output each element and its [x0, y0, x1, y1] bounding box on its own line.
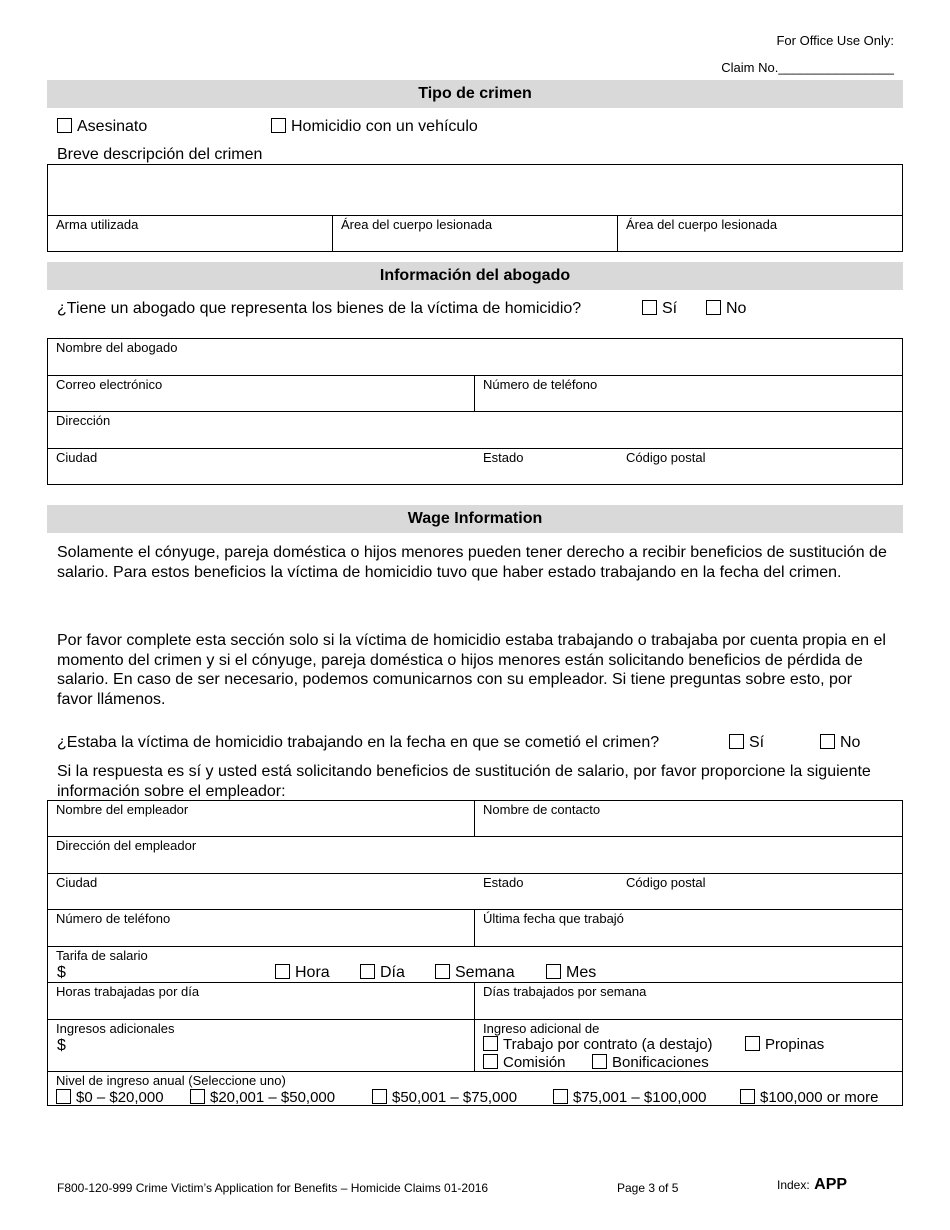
checkbox-icon[interactable] — [483, 1036, 498, 1051]
option-label: $0 – $20,000 — [76, 1089, 164, 1106]
days-per-week-label: Días trabajados por semana — [483, 984, 647, 999]
last-work-date-label: Última fecha que trabajó — [483, 911, 624, 926]
divider — [474, 982, 475, 1071]
crime-description-input[interactable] — [48, 165, 902, 214]
working-question: ¿Estaba la víctima de homicidio trabajando en la fecha en que se cometió el crimen? — [57, 734, 660, 751]
divider — [474, 909, 475, 946]
checkbox-icon[interactable] — [729, 734, 744, 749]
checkbox-icon[interactable] — [642, 300, 657, 315]
employer-name-label: Nombre del empleador — [56, 802, 189, 817]
option-label: Asesinato — [77, 118, 148, 135]
divider — [474, 375, 475, 411]
option-label: Hora — [295, 964, 330, 981]
checkbox-icon[interactable] — [820, 734, 835, 749]
piecework-option[interactable] — [483, 1036, 713, 1053]
extra-income-label: Ingresos adicionales — [56, 1021, 175, 1036]
checkbox-icon[interactable] — [271, 118, 286, 133]
checkbox-icon[interactable] — [483, 1054, 498, 1069]
bonuses-option[interactable] — [592, 1054, 709, 1071]
commission-option[interactable] — [483, 1054, 566, 1071]
tips-option[interactable] — [745, 1036, 824, 1053]
body-area-label-1: Área del cuerpo lesionada — [341, 217, 493, 232]
option-label: No — [726, 300, 747, 317]
checkbox-icon[interactable] — [56, 1089, 71, 1104]
employer-phone-label: Número de teléfono — [56, 911, 171, 926]
divider — [47, 411, 903, 412]
wage-instructions-paragraph: Por favor complete esta sección solo si la víctima de homicidio estaba trabajando o trabajaba por cuenta propia en el momento del crimen y si el cónyuge, pareja doméstica o hijos menores están solicitando beneficios de pérdida de salario. En caso de ser necesario, podemos comunicarnos con su empleador. Si tiene preguntas sobre esto, por favor llámenos. — [57, 632, 886, 708]
crime-type-header: Tipo de crimen — [47, 80, 903, 108]
checkbox-icon[interactable] — [275, 964, 290, 979]
divider — [617, 215, 618, 252]
attorney-no-option[interactable] — [706, 300, 746, 318]
crime-description-label: Breve descripción del crimen — [57, 146, 263, 163]
divider — [474, 800, 475, 836]
office-use-label: For Office Use Only: — [776, 33, 894, 48]
divider — [47, 873, 903, 874]
divider — [47, 1019, 903, 1020]
hours-per-day-label: Horas trabajadas por día — [56, 984, 200, 999]
attorney-name-label: Nombre del abogado — [56, 340, 178, 355]
option-label: Sí — [749, 734, 765, 751]
checkbox-icon[interactable] — [57, 118, 72, 133]
option-label: $50,001 – $75,000 — [392, 1089, 518, 1106]
divider — [47, 946, 903, 947]
income-range-5[interactable] — [740, 1089, 878, 1106]
divider — [332, 215, 333, 252]
form-id: F800-120-999 Crime Victim’s Application for Benefits – Homicide Claims 01-2016 — [57, 1181, 489, 1195]
index-value: APP — [814, 1176, 848, 1193]
attorney-zip-label: Código postal — [626, 450, 706, 465]
income-range-1[interactable] — [56, 1089, 164, 1106]
contact-name-label: Nombre de contacto — [483, 802, 601, 817]
option-label: Semana — [455, 964, 515, 981]
attorney-email-label: Correo electrónico — [56, 377, 163, 392]
option-label: $20,001 – $50,000 — [210, 1089, 336, 1106]
income-range-2[interactable] — [190, 1089, 335, 1106]
option-label: Propinas — [765, 1036, 825, 1053]
income-range-3[interactable] — [372, 1089, 517, 1106]
extra-income-dollar: $ — [57, 1037, 66, 1054]
divider — [47, 448, 903, 449]
option-label: Bonificaciones — [612, 1054, 709, 1071]
wage-info-header: Wage Information — [47, 505, 903, 533]
option-label: Mes — [566, 964, 597, 981]
rate-month-option[interactable] — [546, 964, 596, 982]
checkbox-icon[interactable] — [592, 1054, 607, 1069]
option-label: Homicidio con un vehículo — [291, 118, 478, 135]
index-label: Index: — [777, 1178, 810, 1192]
employer-address-label: Dirección del empleador — [56, 838, 197, 853]
working-yes-option[interactable] — [729, 734, 764, 752]
annual-income-label: Nivel de ingreso anual (Seleccione uno) — [56, 1073, 286, 1088]
option-label: Comisión — [503, 1054, 566, 1071]
attorney-question: ¿Tiene un abogado que representa los bienes de la víctima de homicidio? — [57, 300, 582, 317]
wage-rate-dollar: $ — [57, 964, 66, 981]
attorney-address-label: Dirección — [56, 413, 111, 428]
index-block — [777, 1176, 847, 1194]
body-area-label-2: Área del cuerpo lesionada — [626, 217, 778, 232]
divider — [47, 375, 903, 376]
option-label: $75,001 – $100,000 — [573, 1089, 707, 1106]
option-label: Trabajo por contrato (a destajo) — [503, 1036, 713, 1053]
attorney-info-header: Información del abogado — [47, 262, 903, 290]
checkbox-icon[interactable] — [706, 300, 721, 315]
income-range-4[interactable] — [553, 1089, 706, 1106]
checkbox-icon[interactable] — [360, 964, 375, 979]
wage-intro-paragraph: Solamente el cónyuge, pareja doméstica o hijos menores pueden tener derecho a recibir beneficios de sustitución de salario. Para estos beneficios la víctima de homicidio tuvo que haber estado trabajando en la fecha del crimen. — [57, 544, 887, 581]
divider — [47, 215, 903, 216]
checkbox-icon[interactable] — [546, 964, 561, 979]
divider — [47, 1071, 903, 1072]
wage-rate-label: Tarifa de salario — [56, 948, 148, 963]
weapon-label: Arma utilizada — [56, 217, 139, 232]
crime-option-murder[interactable] — [57, 118, 147, 136]
checkbox-icon[interactable] — [553, 1089, 568, 1104]
employer-instructions: Si la respuesta es sí y usted está solicitando beneficios de sustitución de salario, por favor proporcione la siguiente información sobre el empleador: — [57, 763, 871, 800]
rate-week-option[interactable] — [435, 964, 515, 982]
divider — [47, 909, 903, 910]
checkbox-icon[interactable] — [745, 1036, 760, 1051]
checkbox-icon[interactable] — [372, 1089, 387, 1104]
employer-city-label: Ciudad — [56, 875, 98, 890]
rate-day-option[interactable] — [360, 964, 405, 982]
divider — [47, 982, 903, 983]
page-number: Page 3 of 5 — [617, 1181, 679, 1195]
option-label: No — [840, 734, 861, 751]
employer-zip-label: Código postal — [626, 875, 706, 890]
checkbox-icon[interactable] — [740, 1089, 755, 1104]
checkbox-icon[interactable] — [435, 964, 450, 979]
option-label: $100,000 or more — [760, 1089, 879, 1106]
working-no-option[interactable] — [820, 734, 860, 752]
employer-state-label: Estado — [483, 875, 524, 890]
attorney-state-label: Estado — [483, 450, 524, 465]
option-label: Día — [380, 964, 405, 981]
crime-option-vehicle[interactable] — [271, 118, 478, 136]
claim-number-field: Claim No.________________ — [721, 60, 894, 75]
attorney-city-label: Ciudad — [56, 450, 98, 465]
extra-income-source-label: Ingreso adicional de — [483, 1021, 600, 1036]
attorney-phone-label: Número de teléfono — [483, 377, 598, 392]
checkbox-icon[interactable] — [190, 1089, 205, 1104]
attorney-yes-option[interactable] — [642, 300, 677, 318]
divider — [47, 836, 903, 837]
rate-hour-option[interactable] — [275, 964, 330, 982]
option-label: Sí — [662, 300, 678, 317]
